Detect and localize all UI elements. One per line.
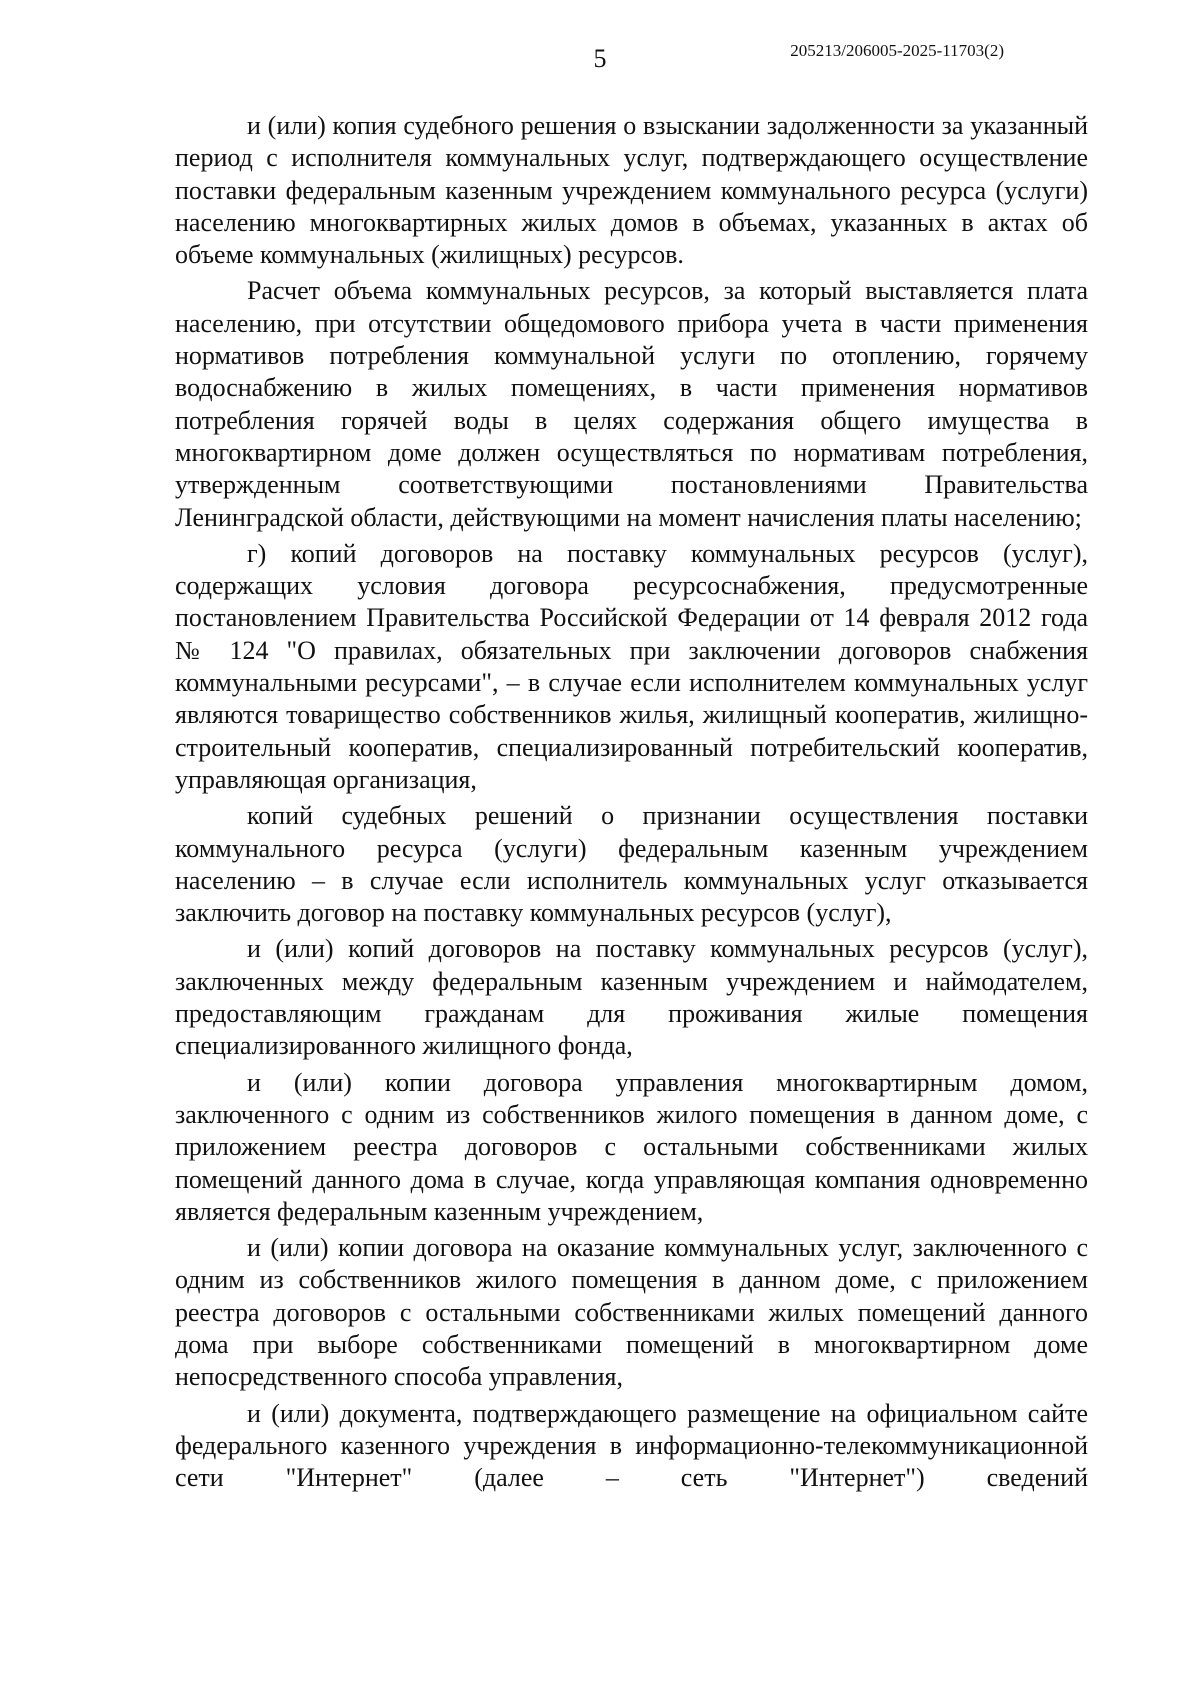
- paragraph-item-g-supply-contracts: г) копий договоров на поставку коммунальных ресурсов (услуг), содержащих условия договора ресурсоснабжения, предусмотренные постановлением Правительства Российской Федерации от 14 февраля 2012 года № 124 "О правилах, обязательных при заключении договоров снабжения коммунальными ресурсами", – в случае если исполнителем коммунальных услуг являются товарищество собственников жилья, жилищный кооператив, жилищно-строительный кооператив, специализированный потребительский кооператив, управляющая организация,: [175, 538, 1088, 794]
- paragraph-resource-volume-calculation: Расчет объема коммунальных ресурсов, за который выставляется плата населению, при отсутствии общедомового прибора учета в части применения нормативов потребления коммунальной услуги по отоплению, горячему водоснабжению в жилых помещениях, в части применения нормативов потребления горячей воды в целях содержания общего имущества в многоквартирном доме должен осуществляться по нормативам потребления, утвержденным соответствующими постановлениями Правительства Ленинградской области, действующими на момент начисления платы населению;: [175, 276, 1088, 532]
- paragraph-court-decision-copy: и (или) копия судебного решения о взыскании задолженности за указанный период с исполнителя коммунальных услуг, подтверждающего осуществление поставки федеральным казенным учреждением коммунального ресурса (услуги) населению многоквартирных жилых домов в объемах, указанных в актах об объеме коммунальных (жилищных) ресурсов.: [175, 111, 1088, 270]
- document-registration-number: 205213/206005-2025-11703(2): [790, 41, 1004, 60]
- paragraph-landlord-contracts: и (или) копий договоров на поставку коммунальных ресурсов (услуг), заключенных между федеральным казенным учреждением и наймодателем, предоставляющим гражданам для проживания жилые помещения специализированного жилищного фонда,: [175, 934, 1088, 1061]
- page-number: 5: [593, 44, 607, 73]
- paragraph-utility-services-contract: и (или) копии договора на оказание коммунальных услуг, заключенного с одним из собственников жилого помещения в данном доме, с приложением реестра договоров с остальными собственниками жилых помещений данного дома при выборе собственниками помещений в многоквартирном доме непосредственного способа управления,: [175, 1233, 1088, 1392]
- document-body: [175, 110, 1088, 1498]
- paragraph-court-decisions-copies: копий судебных решений о признании осуществления поставки коммунального ресурса (услуги) федеральным казенным учреждением населению – в случае если исполнитель коммунальных услуг отказывается заключить договор на поставку коммунальных ресурсов (услуг),: [175, 801, 1088, 928]
- paragraph-management-contract: и (или) копии договора управления многоквартирным домом, заключенного с одним из собственников жилого помещения в данном доме, с приложением реестра договоров с остальными собственниками жилых помещений данного дома в случае, когда управляющая компания одновременно является федеральным казенным учреждением,: [175, 1067, 1088, 1226]
- paragraph-internet-publication-document: и (или) документа, подтверждающего размещение на официальном сайте федерального казенного учреждения в информационно-телекоммуникационной сети "Интернет" (далее – сеть "Интернет") сведений: [175, 1398, 1088, 1493]
